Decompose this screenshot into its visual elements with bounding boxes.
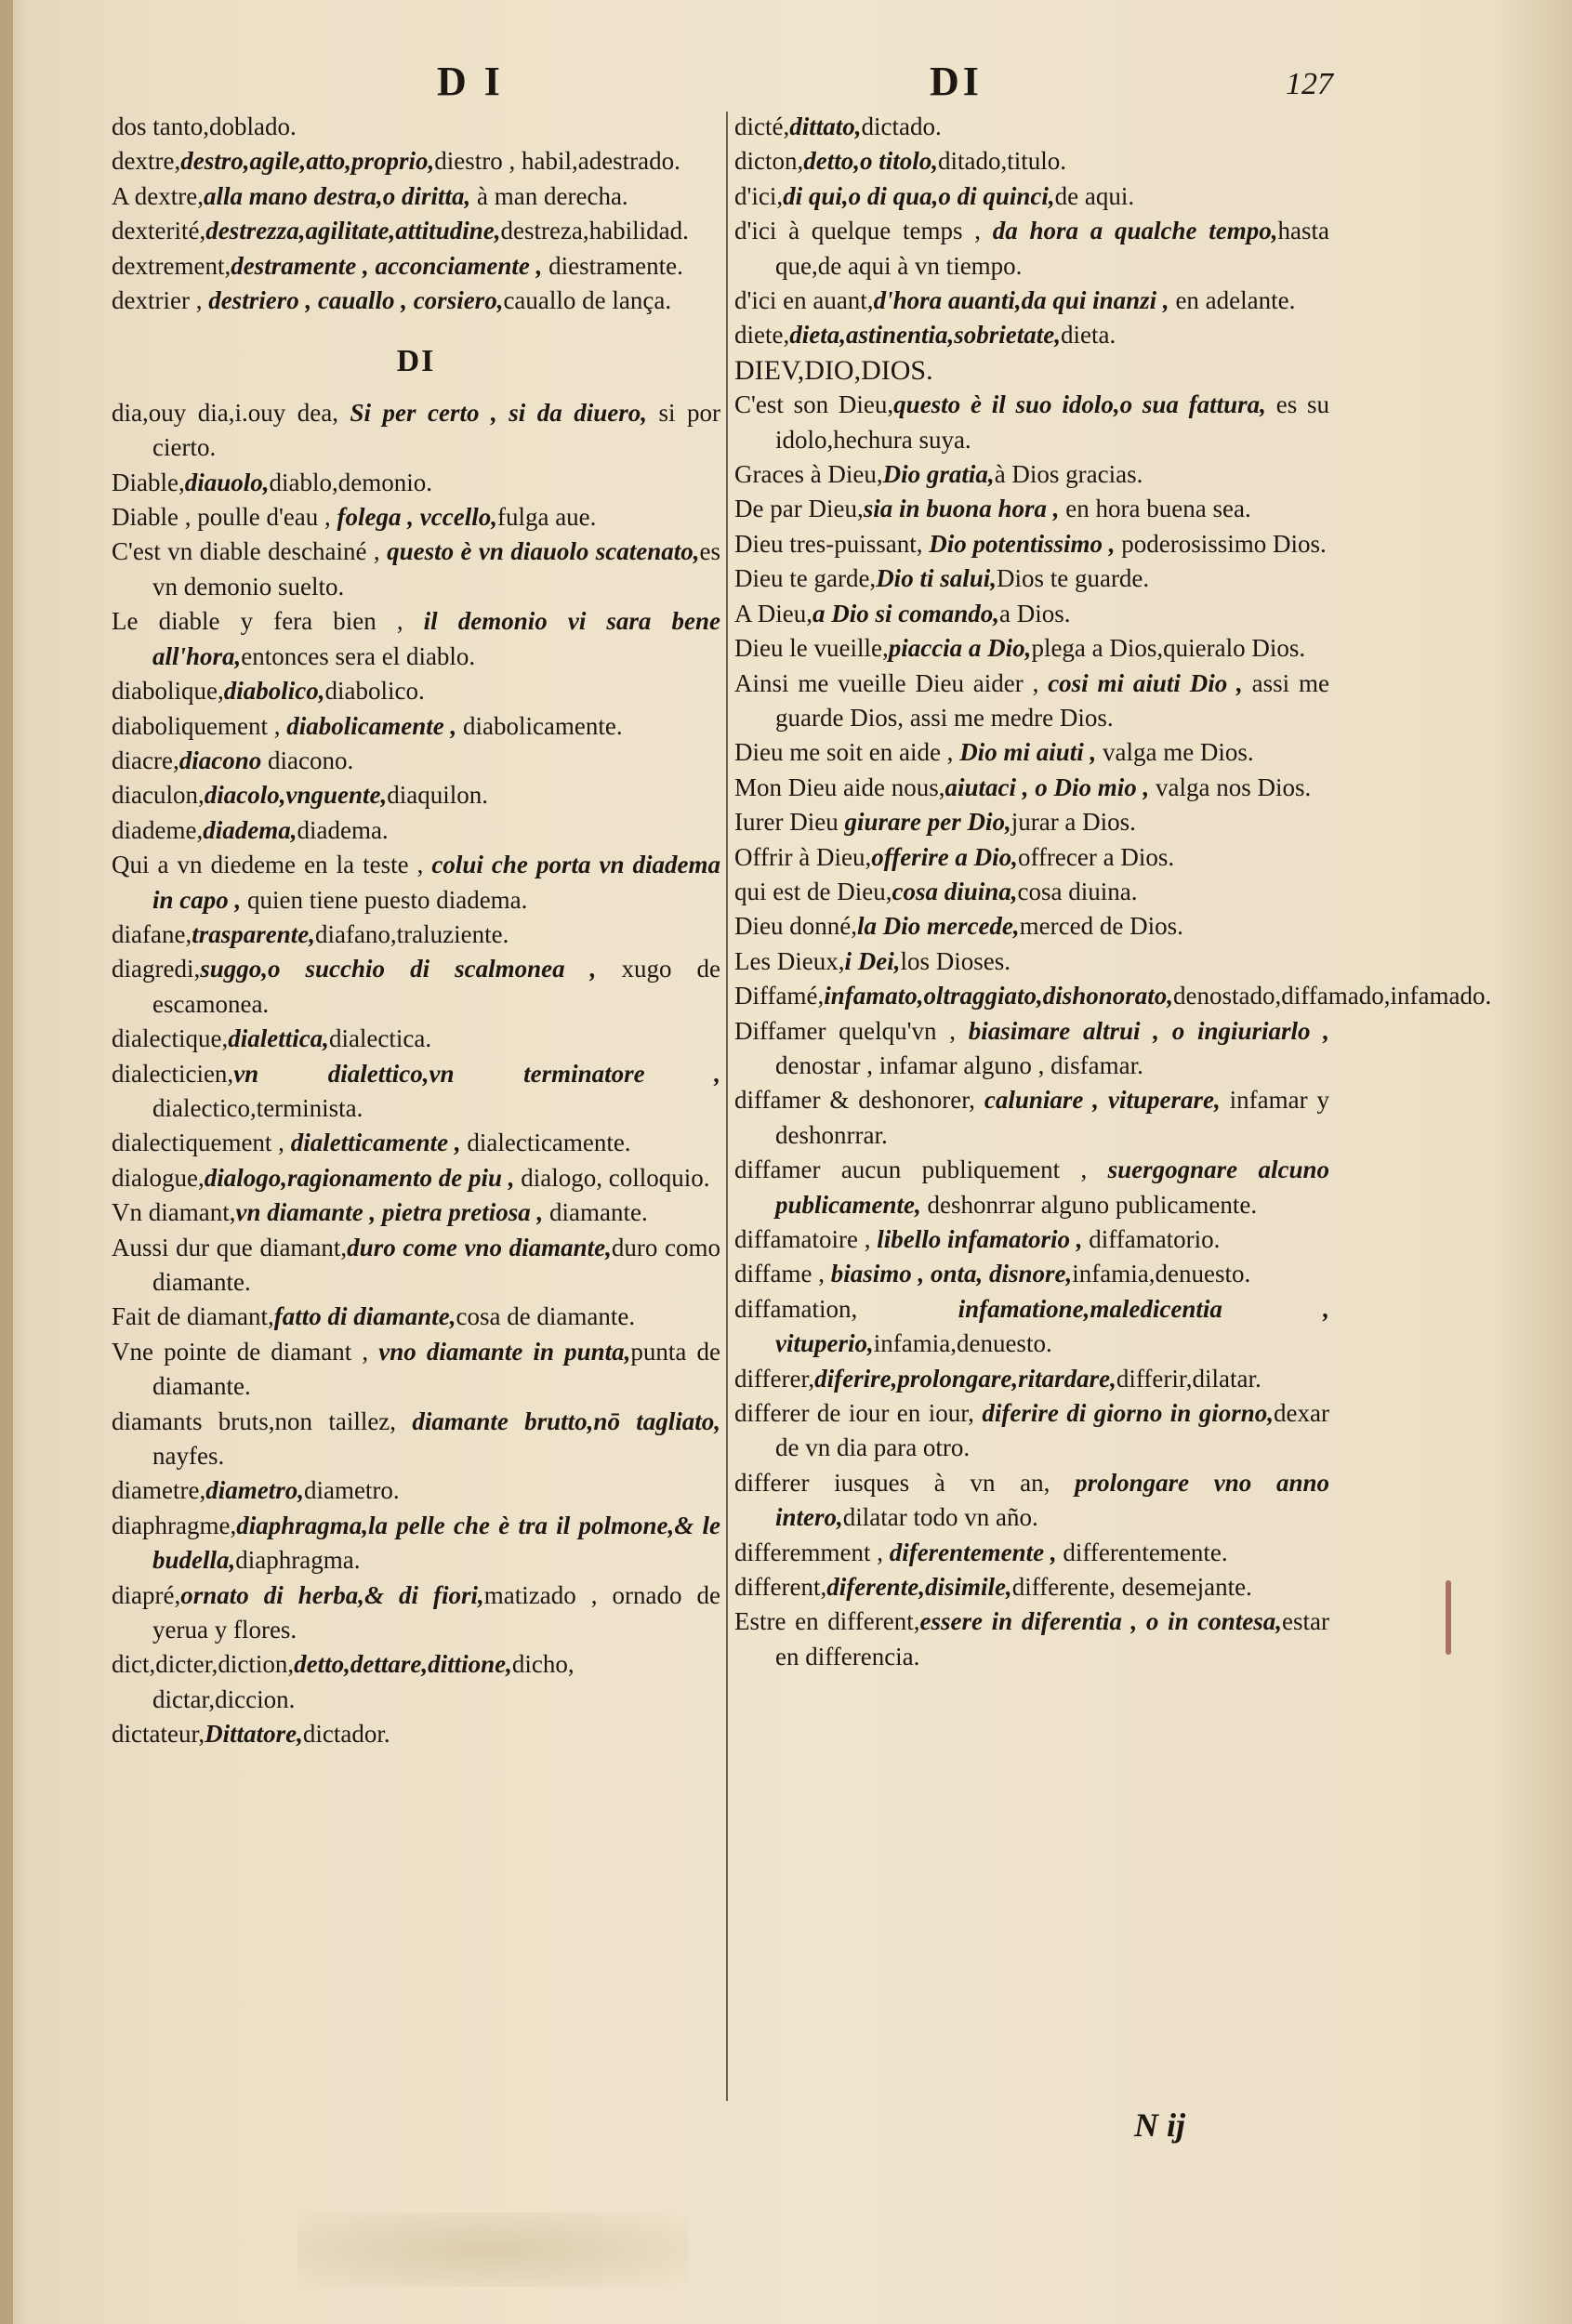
entry-italian: questo è vn diauolo scatenato, [387, 537, 700, 566]
entry-headword: Dieu me soit en aide , [734, 738, 960, 767]
left-column [112, 110, 720, 1752]
dictionary-entry [734, 388, 1329, 457]
entry-spanish: denostado,diffamado,infamado. [1173, 982, 1492, 1010]
section-heading: DI [396, 344, 436, 379]
entry-italian: aiutaci , o Dio mio , [945, 772, 1150, 801]
dictionary-entry [734, 144, 1329, 178]
entry-italian: Dio ti salui, [876, 564, 997, 593]
entry-headword: Ainsi me vueille Dieu aider , [734, 668, 1049, 697]
entry-spanish: dicho, dictar,diccion. [152, 1650, 575, 1713]
entry-italian: piaccia a Dio, [888, 634, 1032, 663]
entry-headword: differer iusques à vn an, [734, 1468, 1076, 1497]
entry-spanish: diabolicamente. [456, 711, 623, 740]
entry-spanish: dialectica. [328, 1024, 432, 1053]
entry-headword: diademe, [112, 815, 204, 844]
entry-headword: Diffamé, [734, 982, 825, 1010]
entry-spanish: de aqui. [1054, 181, 1135, 210]
dictionary-entry [112, 1473, 720, 1508]
entry-headword: diete, [734, 321, 790, 350]
dictionary-entry [734, 597, 1329, 631]
entry-headword: Fait de diamant, [112, 1302, 274, 1331]
entry-italian: diametro, [205, 1476, 304, 1505]
entry-italian: libello infamatorio , [877, 1225, 1083, 1253]
entry-headword: differemment , [734, 1538, 890, 1566]
dictionary-entry [112, 144, 720, 178]
dictionary-entry [112, 1509, 720, 1578]
dictionary-entry [112, 1300, 720, 1334]
entry-italian: cosa diuina, [892, 877, 1018, 905]
entry-spanish: los Dioses. [900, 946, 1011, 975]
entry-spanish: dialecticamente. [460, 1129, 631, 1157]
section-heading-inline: DIEV,DIO,DIOS. [734, 354, 933, 386]
entry-headword: C'est vn diable deschainé , [112, 537, 388, 566]
dictionary-entry [112, 1126, 720, 1160]
entry-headword: De par Dieu, [734, 495, 864, 523]
entry-italian: diferente,disimile, [826, 1573, 1012, 1602]
dictionary-entry [734, 110, 1329, 144]
entry-italian: duro come vno diamante, [347, 1233, 612, 1261]
entry-headword: Dieu le vueille, [734, 634, 889, 663]
entry-spanish: en hora buena sea. [1059, 495, 1251, 523]
entry-headword: Diffamer quelqu'vn , [734, 1016, 969, 1045]
entry-headword: dicton, [734, 147, 804, 176]
entry-italian: dialogo,ragionamento de piu , [204, 1163, 515, 1192]
entry-italian: dittato, [789, 112, 862, 140]
entry-italian: trasparente, [192, 919, 315, 948]
entry-spanish: deshonrrar alguno publicamente. [920, 1190, 1258, 1219]
entry-italian: infamato,oltraggiato,dishonorato, [824, 982, 1174, 1010]
entry-italian: offerire a Dio, [871, 842, 1018, 871]
dictionary-entry [734, 1466, 1329, 1536]
entry-italian: infamatione,maledicentia , vituperio, [775, 1294, 1329, 1358]
entry-headword: Dieu donné, [734, 912, 857, 941]
entry-italian: diauolo, [184, 468, 270, 496]
entry-headword: Mon Dieu aide nous, [734, 772, 945, 801]
entry-spanish: infamar y deshonrrar. [775, 1086, 1329, 1149]
entry-spanish: diametro. [303, 1476, 400, 1505]
entry-italian: alla mano destra,o diritta, [203, 181, 471, 210]
entry-headword: dialogue, [112, 1163, 205, 1192]
dictionary-entry [112, 396, 720, 466]
entry-spanish: merced de Dios. [1019, 912, 1183, 941]
entry-spanish: plega a Dios,quieralo Dios. [1031, 634, 1306, 663]
entry-spanish: diafano,traluziente. [314, 919, 509, 948]
entry-italian: questo è il suo idolo,o sua fattura, [893, 390, 1266, 419]
entry-spanish: cauallo de lança. [503, 286, 672, 315]
entry-italian: diferire di giorno in giorno, [982, 1399, 1275, 1428]
entry-headword: Dieu te garde, [734, 564, 877, 593]
entry-spanish: en adelante. [1169, 286, 1296, 315]
entry-italian: diferire,prolongare,ritardare, [814, 1364, 1116, 1393]
dictionary-entry [734, 875, 1329, 909]
entry-spanish: cosa de diamante. [456, 1302, 636, 1331]
dictionary-entry [734, 944, 1329, 979]
entry-italian: caluniare , vituperare, [984, 1086, 1221, 1115]
entry-headword: dia,ouy dia,i.ouy dea, [112, 398, 350, 427]
entry-spanish: fulga aue. [496, 503, 597, 532]
entry-spanish: diabolico. [324, 677, 425, 706]
entry-headword: dialectiquement , [112, 1129, 291, 1157]
entry-italian: ornato di herba,& di fiori, [180, 1580, 484, 1609]
entry-spanish: à man derecha. [470, 181, 628, 210]
entry-italian: detto,o titolo, [803, 147, 938, 176]
dictionary-entry [734, 1536, 1329, 1570]
entry-spanish: dilatar todo vn año. [842, 1503, 1038, 1532]
entry-spanish: dieta. [1061, 321, 1116, 350]
entry-italian: diacono [178, 746, 262, 774]
entry-headword: Estre en different, [734, 1607, 920, 1636]
entry-headword: diffamer aucun publiquement , [734, 1155, 1108, 1184]
entry-headword: d'ici en auant, [734, 286, 874, 315]
running-head-left: D I [437, 59, 504, 104]
entry-spanish: a Dios. [999, 599, 1071, 627]
entry-italian: detto,dettare,dittione, [294, 1650, 512, 1679]
entry-headword: Dieu tres-puissant, [734, 529, 930, 558]
entry-italian: colui che porta vn diadema in capo , [152, 851, 720, 914]
entry-italian: sia in buona hora , [863, 495, 1060, 523]
entry-italian: suggo,o succhio di scalmonea , [200, 955, 597, 984]
dictionary-entry [734, 1604, 1329, 1674]
dictionary-entry [112, 466, 720, 500]
dictionary-entry [112, 249, 720, 284]
entry-italian: essere in diferentia , o in contesa, [919, 1607, 1283, 1636]
entry-headword: diafane, [112, 919, 192, 948]
entry-spanish: diacono. [261, 746, 354, 774]
dictionary-entry [112, 284, 720, 318]
entry-spanish: differente, desemejante. [1011, 1573, 1252, 1602]
entry-italian: destro,agile,atto,proprio, [180, 147, 435, 176]
entry-spanish: diadema. [297, 815, 389, 844]
entry-headword: dialecticien, [112, 1059, 234, 1088]
entry-italian: di qui,o di qua,o di quinci, [783, 181, 1055, 210]
entry-headword: differer de iour en iour, [734, 1399, 983, 1428]
dictionary-entry [112, 952, 720, 1022]
book-spine [0, 0, 13, 2324]
entry-headword: Qui a vn diedeme en la teste , [112, 851, 432, 879]
entry-spanish: dictador. [302, 1720, 390, 1749]
entry-italian: diamante brutto,nō tagliato, [412, 1406, 720, 1435]
entry-italian: i Dei, [844, 946, 901, 975]
entry-italian: da hora a qualche tempo, [992, 217, 1278, 245]
dictionary-entry [734, 979, 1492, 1013]
dictionary-entry [734, 179, 1329, 214]
entry-headword: diagredi, [112, 955, 201, 984]
entry-headword: dextrier , [112, 286, 209, 315]
dictionary-entry [112, 674, 720, 708]
dictionary-entry [112, 110, 720, 144]
entry-italian: diferentemente , [889, 1538, 1057, 1566]
entry-spanish: dictado. [861, 112, 942, 140]
entry-italian: dialetticamente , [290, 1129, 461, 1157]
page-number: 127 [1286, 67, 1333, 101]
entry-spanish: infamia,denuesto. [873, 1329, 1052, 1358]
entry-italian: diacolo,vnguente, [204, 781, 388, 810]
entry-headword: diametre, [112, 1476, 206, 1505]
dictionary-entry [734, 1570, 1329, 1604]
entry-headword: d'ici à quelque temps , [734, 217, 993, 245]
entry-spanish: diestramente. [542, 251, 683, 280]
entry-italian: dialettica, [228, 1024, 329, 1053]
entry-spanish: valga me Dios. [1096, 738, 1254, 767]
dictionary-entry [734, 840, 1329, 875]
entry-italian: cosi mi aiuti Dio , [1048, 668, 1243, 697]
entry-headword: Vn diamant, [112, 1198, 236, 1227]
entry-headword: Les Dieux, [734, 946, 845, 975]
dictionary-entry [112, 1057, 720, 1127]
entry-italian: diabolico, [223, 677, 325, 706]
entry-spanish: jurar a Dios. [1011, 808, 1136, 837]
entry-headword: different, [734, 1573, 827, 1602]
entry-italian: folega , vccello, [337, 503, 497, 532]
entry-italian: biasimo , onta, disnore, [830, 1260, 1073, 1288]
entry-headword: diamants bruts,non taillez, [112, 1406, 413, 1435]
entry-spanish: punta de diamante. [152, 1337, 720, 1401]
dictionary-entry [734, 1222, 1329, 1257]
entry-spanish: dialogo, colloquio. [514, 1163, 710, 1192]
entry-spanish: hasta que,de aqui à vn tiempo. [775, 217, 1329, 280]
entry-italian: dieta,astinentia,sobrietate, [789, 321, 1061, 350]
entry-italian: Dio gratia, [882, 460, 995, 489]
entry-spanish: infamia,denuesto. [1072, 1260, 1251, 1288]
entry-spanish: destreza,habilidad. [500, 217, 689, 245]
dictionary-entry [112, 179, 720, 214]
entry-italian: d'hora auanti,da qui inanzi , [873, 286, 1169, 315]
entry-headword: dextre, [112, 147, 181, 176]
entry-spanish: dexar de vn dia para otro. [775, 1399, 1330, 1462]
dictionary-entry [112, 214, 720, 248]
entry-spanish: dialectico,terminista. [152, 1093, 363, 1122]
entry-headword: Diable , poulle d'eau , [112, 503, 337, 532]
entry-spanish: diablo,demonio. [269, 468, 432, 496]
entry-spanish: à Dios gracias. [994, 460, 1143, 489]
dictionary-entry [734, 909, 1329, 944]
entry-spanish: matizado , ornado de yerua y flores. [152, 1580, 720, 1644]
entry-italian: a Dio si comando, [812, 599, 1000, 627]
entry-italian: destramente , acconciamente , [231, 251, 543, 280]
column-rule [726, 112, 728, 2101]
entry-headword: differer, [734, 1364, 815, 1393]
entry-spanish: duro como diamante. [152, 1233, 721, 1296]
dictionary-entry [734, 805, 1329, 839]
ink-mark [1446, 1580, 1451, 1655]
entry-spanish: es vn demonio suelto. [152, 537, 720, 601]
entry-headword: Offrir à Dieu, [734, 842, 872, 871]
entry-italian: destriero , cauallo , corsiero, [208, 286, 504, 315]
entry-headword: diaculon, [112, 781, 205, 810]
entry-spanish: poderosissimo Dios. [1115, 529, 1327, 558]
dictionary-entry [734, 631, 1329, 666]
entry-italian: la Dio mercede, [856, 912, 1020, 941]
entry-spanish: si por cierto. [152, 398, 720, 462]
entry-spanish: es su idolo,hechura suya. [775, 390, 1329, 454]
entry-spanish: diffamatorio. [1082, 1225, 1221, 1253]
entry-headword: diffame , [734, 1260, 831, 1288]
entry-headword: A Dieu, [734, 599, 812, 627]
entry-headword: diaboliquement , [112, 711, 287, 740]
dictionary-entry [112, 744, 720, 778]
entry-headword: Iurer Dieu [734, 808, 845, 837]
entry-headword: dictateur, [112, 1720, 205, 1749]
entry-spanish: entonces sera el diablo. [241, 641, 476, 670]
dictionary-entry [112, 1717, 720, 1751]
entry-italian: vn diamante , pietra pretiosa , [235, 1198, 544, 1227]
entry-headword: dict,dicter,diction, [112, 1650, 295, 1679]
running-head-right: DI [930, 59, 983, 104]
entry-headword: diffamation, [734, 1294, 958, 1323]
entry-headword: Diable, [112, 468, 185, 496]
entry-spanish: quien tiene puesto diadema. [241, 885, 528, 914]
entry-italian: diabolicamente , [286, 711, 457, 740]
dictionary-entry [734, 318, 1329, 352]
dictionary-entry [112, 778, 720, 812]
paper-stain [297, 2212, 688, 2287]
entry-headword: diapré, [112, 1580, 181, 1609]
dictionary-entry [112, 848, 720, 918]
entry-italian: vno diamante in punta, [378, 1337, 631, 1366]
entry-headword: qui est de Dieu, [734, 877, 892, 905]
entry-italian: giurare per Dio, [844, 808, 1011, 837]
dictionary-entry [734, 1083, 1329, 1153]
dictionary-entry [734, 1362, 1329, 1396]
entry-headword: diaphragme, [112, 1511, 237, 1539]
entry-headword: diffamatoire , [734, 1225, 878, 1253]
dictionary-entry [112, 500, 720, 535]
dictionary-entry [112, 813, 720, 848]
dictionary-entry [734, 771, 1329, 805]
entry-italian: Si per certo , si da diuero, [350, 398, 647, 427]
entry-italian: il demonio vi sara bene all'hora, [152, 607, 720, 670]
entry-italian: suergognare alcuno publicamente, [775, 1155, 1329, 1219]
dictionary-entry [734, 457, 1329, 492]
dictionary-entry [734, 1292, 1329, 1362]
dictionary-entry [112, 1647, 720, 1717]
dictionary-entry [112, 918, 720, 952]
entry-spanish: Dios te guarde. [996, 564, 1150, 593]
entry-headword: Aussi dur que diamant, [112, 1233, 348, 1261]
signature-mark: N ij [1134, 2106, 1186, 2144]
entry-headword: Vne pointe de diamant , [112, 1337, 379, 1366]
entry-spanish: offrecer a Dios. [1017, 842, 1175, 871]
entry-italian: prolongare vno anno intero, [775, 1468, 1329, 1532]
dictionary-entry [112, 709, 720, 744]
entry-spanish: nayfes. [152, 1442, 225, 1471]
dictionary-entry [112, 1161, 720, 1195]
entry-headword: dos tanto,doblado. [112, 112, 297, 140]
entry-spanish: differir,dilatar. [1116, 1364, 1262, 1393]
entry-spanish: diamante. [543, 1198, 648, 1227]
entry-italian: diaphragma,la pelle che è tra il polmone,& le budella, [152, 1511, 720, 1575]
entry-spanish: ditado,titulo. [938, 147, 1066, 176]
entry-italian: biasimare altrui , o ingiuriarlo , [968, 1016, 1329, 1045]
dictionary-entry [734, 1257, 1329, 1291]
entry-spanish: differentemente. [1056, 1538, 1228, 1566]
entry-headword: dialectique, [112, 1024, 229, 1053]
entry-italian: vn dialettico,vn terminatore , [233, 1059, 720, 1088]
entry-headword: dexterité, [112, 217, 206, 245]
entry-spanish: diaphragma. [235, 1546, 361, 1575]
dictionary-entry [734, 527, 1329, 561]
dictionary-entry [112, 1022, 720, 1056]
entry-spanish: diaquilon. [387, 781, 488, 810]
entry-headword: d'ici, [734, 181, 784, 210]
dictionary-entry [112, 1335, 720, 1405]
right-column [734, 110, 1492, 1674]
dictionary-entry [112, 1578, 720, 1648]
entry-headword: diffamer & deshonorer, [734, 1086, 984, 1115]
entry-italian: fatto di diamante, [273, 1302, 456, 1331]
entry-headword: diacre, [112, 746, 179, 774]
entry-spanish: diestro , habil,adestrado. [434, 147, 680, 176]
entry-italian: Dittatore, [205, 1720, 303, 1749]
dictionary-entry [734, 1153, 1329, 1222]
dictionary-entry [112, 604, 720, 674]
dictionary-entry [112, 1195, 720, 1230]
dictionary-entry [734, 1014, 1329, 1084]
dictionary-entry [734, 667, 1329, 736]
entry-italian: Dio mi aiuti , [959, 738, 1097, 767]
entry-headword: C'est son Dieu, [734, 390, 894, 419]
entry-spanish: xugo de escamonea. [152, 955, 721, 1018]
dictionary-entry [112, 1405, 720, 1474]
dictionary-entry [734, 214, 1329, 284]
entry-italian: diadema, [203, 815, 297, 844]
entry-headword: Le diable y fera bien , [112, 607, 424, 636]
entry-headword: diabolique, [112, 677, 224, 706]
entry-italian: Dio potentissimo , [929, 529, 1116, 558]
entry-spanish: assi me guarde Dios, assi me medre Dios. [775, 668, 1329, 732]
dictionary-entry [112, 1231, 720, 1301]
entry-headword: Graces à Dieu, [734, 460, 883, 489]
dictionary-entry [112, 535, 720, 604]
entry-italian: destrezza,agilitate,attitudine, [205, 217, 501, 245]
entry-spanish: valga nos Dios. [1149, 772, 1312, 801]
dictionary-entry [734, 492, 1329, 526]
entry-headword: A dextre, [112, 181, 204, 210]
dictionary-entry [734, 284, 1329, 318]
entry-spanish: estar en differencia. [775, 1607, 1329, 1670]
entry-spanish: denostar , infamar alguno , disfamar. [775, 1050, 1143, 1079]
entry-headword: dextrement, [112, 251, 231, 280]
entry-headword: dicté, [734, 112, 790, 140]
dictionary-entry [734, 735, 1329, 770]
dictionary-entry [734, 1396, 1329, 1466]
entry-spanish: cosa diuina. [1017, 877, 1138, 905]
dictionary-entry [734, 561, 1329, 596]
